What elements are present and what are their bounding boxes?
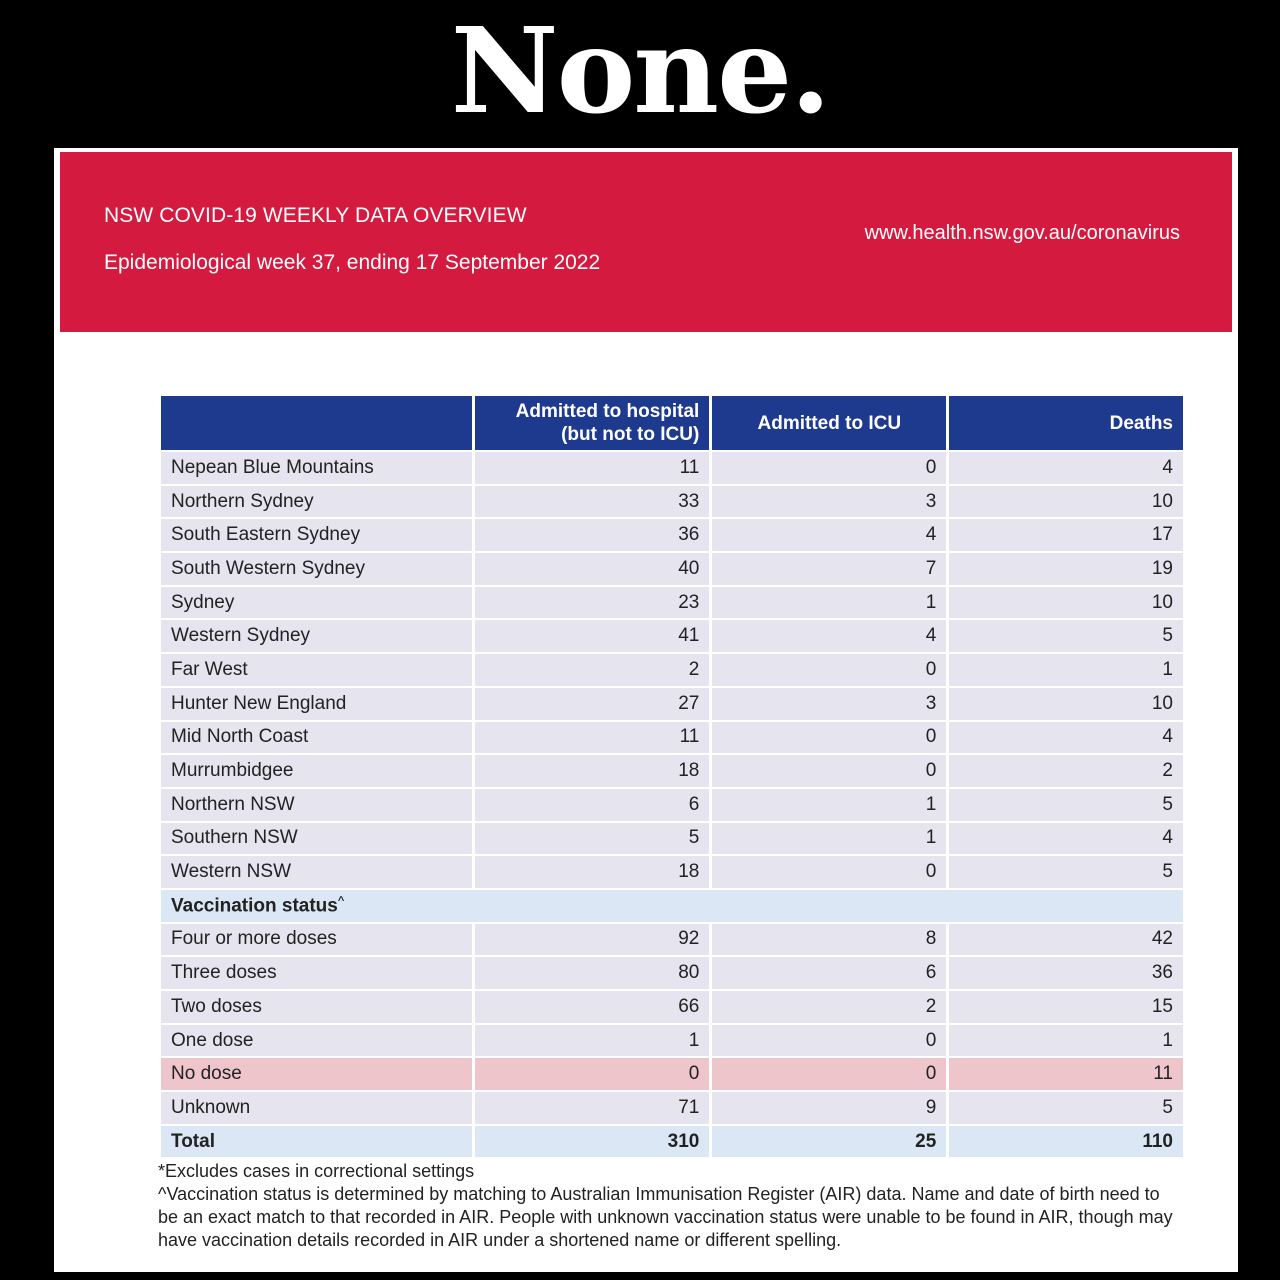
row-deaths: 17 [949,519,1183,551]
row-deaths: 2 [949,755,1183,787]
row-deaths: 1 [949,654,1183,686]
row-deaths: 1 [949,1025,1183,1057]
table-row [161,722,1183,754]
header-hospital-line1: Admitted to hospital [515,401,700,422]
footnote-vaccination: ^Vaccination status is determined by matching to Australian Immunisation Register (AIR) data. Name and date of birth need to be an exact match to that recorded in AIR. People with unknown vaccination status were unable to be found in AIR, though may have vaccination details recorded in AIR under a shortened name or different spelling. [158,1184,1173,1250]
row-hospital: 6 [475,789,709,821]
covid-data-table [158,394,1186,1159]
row-name: Northern Sydney [161,486,472,518]
table-row [161,688,1183,720]
row-hospital: 23 [475,587,709,619]
row-name: Northern NSW [161,789,472,821]
report-title: NSW COVID-19 WEEKLY DATA OVERVIEW [104,204,527,227]
row-deaths: 4 [949,823,1183,855]
row-icu: 9 [712,1092,946,1124]
row-hospital: 1 [475,1025,709,1057]
total-label: Total [161,1126,472,1158]
row-icu: 7 [712,553,946,585]
row-icu: 0 [712,1025,946,1057]
row-icu: 3 [712,688,946,720]
row-name: Two doses [161,991,472,1023]
highlighted-row-no-dose [161,1058,1183,1090]
row-name: One dose [161,1025,472,1057]
vaccination-section-label [161,890,1183,922]
table-header-row [161,396,1183,450]
table-row [161,1025,1183,1057]
table-row [161,1092,1183,1124]
row-name: Nepean Blue Mountains [161,452,472,484]
row-name: Hunter New England [161,688,472,720]
row-icu: 0 [712,755,946,787]
row-hospital: 80 [475,957,709,989]
row-hospital: 40 [475,553,709,585]
table-row [161,856,1183,888]
row-deaths: 10 [949,587,1183,619]
row-name: No dose [161,1058,472,1090]
row-name: Four or more doses [161,924,472,956]
row-hospital: 11 [475,722,709,754]
row-deaths: 10 [949,486,1183,518]
row-hospital: 36 [475,519,709,551]
total-row [161,1126,1183,1158]
row-name: Southern NSW [161,823,472,855]
row-icu: 4 [712,620,946,652]
row-hospital: 2 [475,654,709,686]
row-icu: 0 [712,1058,946,1090]
total-icu: 25 [712,1126,946,1158]
vaccination-section-mark: ^ [337,894,345,907]
header-hospital-line2: (but not to ICU) [561,424,700,445]
table-row [161,519,1183,551]
row-name: Unknown [161,1092,472,1124]
row-deaths: 36 [949,957,1183,989]
row-hospital: 92 [475,924,709,956]
row-hospital: 71 [475,1092,709,1124]
footnote-correctional: *Excludes cases in correctional settings [158,1161,475,1181]
row-hospital: 0 [475,1058,709,1090]
row-icu: 3 [712,486,946,518]
row-icu: 0 [712,722,946,754]
total-deaths: 110 [949,1126,1183,1158]
table-row [161,587,1183,619]
table-row [161,620,1183,652]
header-deaths: Deaths [949,396,1183,450]
row-name: Three doses [161,957,472,989]
vaccination-section-row [161,890,1183,922]
row-deaths: 5 [949,789,1183,821]
report-banner [60,152,1232,332]
row-name: South Western Sydney [161,553,472,585]
row-deaths: 15 [949,991,1183,1023]
row-icu: 1 [712,587,946,619]
row-hospital: 11 [475,452,709,484]
header-hospital [475,396,709,450]
row-hospital: 18 [475,856,709,888]
row-deaths: 4 [949,452,1183,484]
report-subtitle: Epidemiological week 37, ending 17 September 2022 [104,251,601,274]
row-icu: 1 [712,823,946,855]
row-name: Mid North Coast [161,722,472,754]
row-deaths: 11 [949,1058,1183,1090]
row-icu: 1 [712,789,946,821]
header-icu: Admitted to ICU [712,396,946,450]
header-name [161,396,472,450]
row-icu: 0 [712,654,946,686]
table-row [161,755,1183,787]
row-icu: 8 [712,924,946,956]
table-row [161,789,1183,821]
row-name: Western NSW [161,856,472,888]
total-hospital: 310 [475,1126,709,1158]
row-hospital: 5 [475,823,709,855]
row-icu: 0 [712,856,946,888]
row-deaths: 10 [949,688,1183,720]
table-row [161,553,1183,585]
table-row [161,654,1183,686]
row-hospital: 33 [475,486,709,518]
row-icu: 0 [712,452,946,484]
row-hospital: 27 [475,688,709,720]
row-deaths: 5 [949,1092,1183,1124]
vaccination-section-text: Vaccination status [171,894,338,916]
row-hospital: 18 [475,755,709,787]
row-hospital: 41 [475,620,709,652]
row-name: Far West [161,654,472,686]
row-name: Murrumbidgee [161,755,472,787]
table-row [161,452,1183,484]
row-deaths: 42 [949,924,1183,956]
row-deaths: 5 [949,620,1183,652]
row-icu: 6 [712,957,946,989]
table-row [161,486,1183,518]
row-name: Sydney [161,587,472,619]
table-row [161,924,1183,956]
row-name: Western Sydney [161,620,472,652]
table-row [161,957,1183,989]
table-row [161,991,1183,1023]
row-icu: 4 [712,519,946,551]
row-deaths: 5 [949,856,1183,888]
row-deaths: 4 [949,722,1183,754]
report-document [54,148,1238,1272]
row-icu: 2 [712,991,946,1023]
footnotes [158,1160,1178,1252]
row-deaths: 19 [949,553,1183,585]
meme-caption: None. [450,1,830,140]
report-url: www.health.nsw.gov.au/coronavirus [864,222,1180,244]
row-name: South Eastern Sydney [161,519,472,551]
row-hospital: 66 [475,991,709,1023]
table-row [161,823,1183,855]
